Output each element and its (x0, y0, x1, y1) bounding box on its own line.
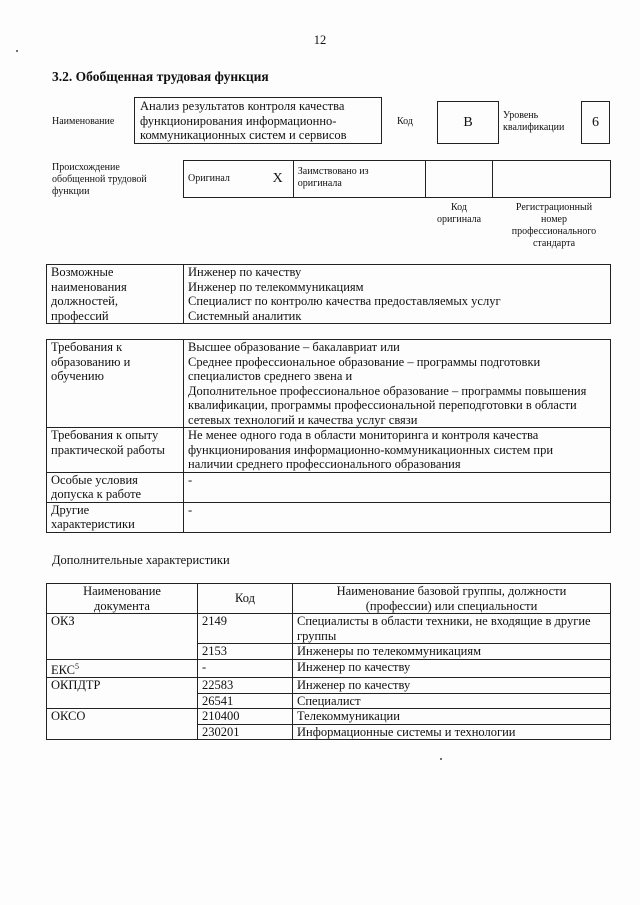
name-header-line: Наименование базовой группы, должности (336, 584, 567, 598)
original-code-cell (425, 161, 492, 198)
code-header-cell (198, 584, 293, 614)
function-name-line: функционирования информационно- (140, 113, 337, 128)
code-caption-line: оригинала (436, 214, 482, 225)
experience-text-line: Не менее одного года в области мониторинга и контроля качества (188, 428, 539, 442)
registration-number-cell (493, 161, 611, 198)
other-label-cell (47, 502, 184, 532)
name-line: Телекоммуникации (297, 709, 400, 724)
name-line: Информационные системы и технологии (297, 724, 516, 739)
original-label: Оригинал (188, 173, 230, 184)
doc-name: ЕКС (51, 662, 75, 677)
doc-name: ОКПДТР (51, 678, 101, 693)
origin-table (183, 160, 611, 198)
positions-label-line: наименования (51, 279, 127, 294)
level-value: 6 (592, 114, 599, 130)
name-line: Инженер по качеству (297, 678, 411, 693)
education-text-cell (184, 340, 611, 428)
other-text-cell (184, 502, 611, 532)
name-line: Инженеры по телекоммуникациям (297, 644, 481, 658)
function-name-box (134, 97, 382, 144)
education-text-line: Дополнительное профессиональное образование – программы повышения (188, 383, 587, 398)
scan-speck (16, 50, 18, 52)
position-item: Специалист по контролю качества предоставляемых услуг (188, 294, 501, 308)
other-label-line: Другие (51, 502, 90, 517)
education-label-line: образованию и (51, 354, 131, 369)
admission-label-line: допуска к работе (51, 487, 142, 501)
experience-label-line: практической работы (51, 442, 165, 457)
name-line: Специалист (297, 693, 361, 708)
doc-header-line: Наименование (83, 584, 161, 598)
code-value: - (202, 659, 207, 674)
name-line: группы (297, 628, 337, 643)
position-item: Системный аналитик (188, 308, 302, 323)
positions-table (46, 264, 611, 324)
additional-table (46, 583, 611, 740)
name-line: Специалисты в области техники, не входящие в другие (297, 614, 591, 628)
name-cell (293, 659, 611, 678)
code-value: В (463, 114, 473, 130)
original-mark: X (272, 171, 283, 186)
doc-cell (47, 659, 198, 678)
code-value: 26541 (202, 693, 234, 708)
table-row (47, 678, 611, 694)
admission-text-line: - (188, 472, 193, 487)
borrowed-label-line: Заимствовано из (297, 166, 369, 177)
education-label-line: обучению (51, 369, 104, 383)
education-text-line: Среднее профессиональное образование – программы подготовки (188, 354, 541, 369)
page-number: 12 (313, 33, 327, 47)
original-mark-cell (263, 161, 294, 198)
name-label: Наименование (52, 116, 115, 127)
table-row (47, 614, 611, 644)
code-cell (198, 659, 293, 678)
borrowed-label-cell (293, 161, 425, 198)
origin-label (52, 162, 147, 198)
registration-caption-line: стандарта (532, 238, 576, 249)
education-text-line: специалистов среднего звена и (188, 369, 353, 383)
code-value: 22583 (202, 678, 234, 693)
level-label-line: квалификации (503, 122, 565, 133)
code-cell (198, 693, 293, 709)
registration-caption-line: номер (541, 214, 567, 225)
code-label: Код (397, 116, 413, 127)
position-item: Инженер по качеству (188, 265, 302, 279)
experience-label-line: Требования к опыту (51, 428, 159, 442)
name-header-cell (293, 584, 611, 614)
doc-name: ОКЗ (51, 614, 75, 628)
code-cell (198, 678, 293, 694)
experience-text-line: функционирования информационно-коммуникационных систем при (188, 442, 554, 457)
code-cell (198, 724, 293, 740)
code-cell (198, 644, 293, 660)
table-row (47, 659, 611, 678)
admission-text-cell (184, 472, 611, 502)
level-value-box (581, 101, 610, 144)
additional-title: Дополнительные характеристики (52, 553, 230, 567)
positions-list-cell (184, 265, 611, 324)
code-header: Код (235, 591, 255, 606)
registration-caption-line: Регистрационный (515, 202, 593, 213)
admission-label-line: Особые условия (51, 472, 138, 487)
positions-label-cell (47, 265, 184, 324)
code-value: 210400 (202, 709, 240, 724)
name-cell (293, 678, 611, 694)
other-label-line: характеристики (51, 517, 135, 531)
name-cell (293, 693, 611, 709)
other-text-line: - (188, 502, 193, 517)
education-text-line: сетевых технологий и качества услуг связи (188, 412, 418, 427)
name-header-line: (профессии) или специальности (365, 598, 538, 613)
code-value-box (437, 101, 499, 144)
code-caption-line: Код (451, 202, 467, 213)
section-title: 3.2. Обобщенная трудовая функция (52, 69, 269, 84)
name-cell (293, 614, 611, 644)
code-value: 2153 (202, 644, 227, 658)
function-name-line: Анализ результатов контроля качества (140, 99, 345, 113)
experience-text-line: наличии среднего профессионального образования (188, 457, 461, 471)
code-caption (428, 202, 490, 226)
code-value: 230201 (202, 724, 240, 739)
education-text-line: квалификации, программы профессиональной переподготовки в области (188, 398, 577, 412)
function-name-line: коммуникационных систем и сервисов (140, 128, 347, 142)
registration-caption-line: профессионального (511, 226, 597, 237)
positions-label-line: должностей, (51, 294, 118, 308)
experience-text-cell (184, 428, 611, 473)
registration-caption (496, 202, 612, 250)
origin-label-line: обобщенной трудовой (52, 174, 147, 185)
level-label-line: Уровень (503, 110, 539, 121)
borrowed-label-line: оригинала (297, 178, 342, 189)
experience-label-cell (47, 428, 184, 473)
original-label-cell (184, 161, 263, 198)
level-label (503, 110, 564, 134)
scan-speck (440, 758, 442, 760)
code-cell (198, 614, 293, 644)
doc-cell (47, 678, 198, 709)
table-row (47, 709, 611, 725)
name-cell (293, 724, 611, 740)
origin-label-line: функции (52, 186, 90, 197)
code-value: 2149 (202, 614, 227, 628)
admission-label-cell (47, 472, 184, 502)
footnote-mark: 5 (75, 661, 79, 671)
doc-cell (47, 709, 198, 740)
origin-label-line: Происхождение (52, 162, 120, 173)
positions-label-line: профессий (51, 308, 109, 323)
positions-label-line: Возможные (51, 265, 114, 279)
code-cell (198, 709, 293, 725)
name-line: Инженер по качеству (297, 659, 411, 674)
name-cell (293, 644, 611, 660)
doc-header-line: документа (94, 598, 150, 613)
education-text-line: Высшее образование – бакалавриат или (188, 340, 400, 354)
doc-cell (47, 614, 198, 660)
education-label-line: Требования к (51, 340, 123, 354)
name-cell (293, 709, 611, 725)
doc-header-cell (47, 584, 198, 614)
doc-name: ОКСО (51, 709, 86, 724)
education-label-cell (47, 340, 184, 428)
requirements-table (46, 339, 611, 533)
position-item: Инженер по телекоммуникациям (188, 279, 364, 294)
